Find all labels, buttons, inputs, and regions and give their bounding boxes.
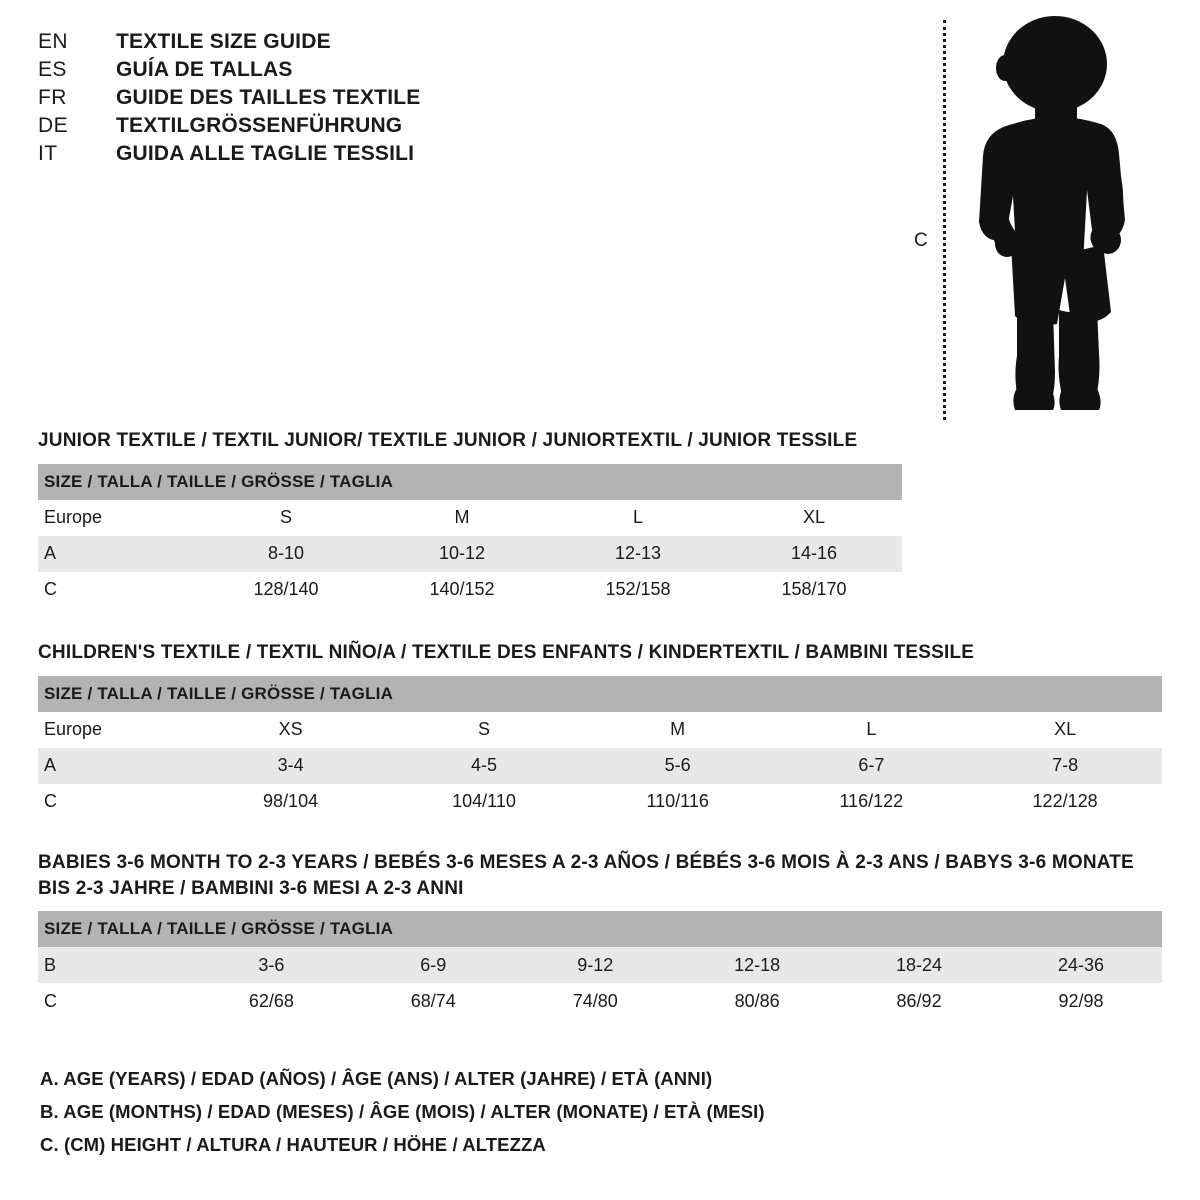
cell: 122/128 <box>968 784 1162 820</box>
table-row <box>38 947 1162 983</box>
cell: 6-9 <box>352 947 514 983</box>
height-dashed-line <box>943 20 946 420</box>
cell: 68/74 <box>352 983 514 1019</box>
footnote-age-months: B. AGE (MONTHS) / EDAD (MESES) / ÂGE (MOIS) / ALTER (MONATE) / ETÀ (MESI) <box>40 1101 765 1122</box>
language-row <box>38 58 858 82</box>
table-band-label: SIZE / TALLA / TAILLE / GRÖSSE / TAGLIA <box>38 911 1162 947</box>
cell: 128/140 <box>198 572 374 608</box>
cell: 5-6 <box>581 748 775 784</box>
cell: 10-12 <box>374 536 550 572</box>
language-title: TEXTILE SIZE GUIDE <box>116 30 331 53</box>
language-row <box>38 30 858 54</box>
height-measure-label: C <box>914 230 928 251</box>
cell: 24-36 <box>1000 947 1162 983</box>
table-band-row <box>38 911 1162 947</box>
size-table-junior <box>38 464 902 608</box>
section-babies-textile <box>38 850 1162 1019</box>
cell: 7-8 <box>968 748 1162 784</box>
language-row <box>38 142 858 166</box>
cell: 9-12 <box>514 947 676 983</box>
language-code: ES <box>38 58 67 81</box>
row-label: Europe <box>38 500 198 536</box>
language-row <box>38 86 858 110</box>
cell: 92/98 <box>1000 983 1162 1019</box>
table-band-row <box>38 464 902 500</box>
table-band-label: SIZE / TALLA / TAILLE / GRÖSSE / TAGLIA <box>38 464 902 500</box>
table-row <box>38 572 902 608</box>
cell: 80/86 <box>676 983 838 1019</box>
cell: 8-10 <box>198 536 374 572</box>
table-row <box>38 500 902 536</box>
language-title: GUIDE DES TAILLES TEXTILE <box>116 86 421 109</box>
row-label: C <box>38 983 190 1019</box>
cell: 110/116 <box>581 784 775 820</box>
cell: M <box>581 712 775 748</box>
cell: 158/170 <box>726 572 902 608</box>
cell: 86/92 <box>838 983 1000 1019</box>
table-row <box>38 712 1162 748</box>
cell: L <box>550 500 726 536</box>
cell: 4-5 <box>387 748 581 784</box>
cell: 12-18 <box>676 947 838 983</box>
cell: 3-4 <box>194 748 387 784</box>
row-label: C <box>38 784 194 820</box>
footnote-age-years: A. AGE (YEARS) / EDAD (AÑOS) / ÂGE (ANS) / ALTER (JAHRE) / ETÀ (ANNI) <box>40 1068 713 1089</box>
table-row <box>38 983 1162 1019</box>
section-title: JUNIOR TEXTILE / TEXTIL JUNIOR/ TEXTILE JUNIOR / JUNIORTEXTIL / JUNIOR TESSILE <box>38 430 858 451</box>
size-table-babies <box>38 911 1162 1019</box>
cell: 6-7 <box>774 748 968 784</box>
table-row <box>38 784 1162 820</box>
language-title-block <box>38 30 858 170</box>
language-title: GUÍA DE TALLAS <box>116 58 293 81</box>
row-label: A <box>38 536 198 572</box>
table-band-label: SIZE / TALLA / TAILLE / GRÖSSE / TAGLIA <box>38 676 1162 712</box>
height-measure-figure <box>900 12 1160 422</box>
language-code: FR <box>38 86 67 109</box>
cell: 104/110 <box>387 784 581 820</box>
cell: 14-16 <box>726 536 902 572</box>
section-title: BABIES 3-6 MONTH TO 2-3 YEARS / BEBÉS 3-6 MESES A 2-3 AÑOS / BÉBÉS 3-6 MOIS À 2-3 ANS / BABYS 3-6 MONATE BIS 2-3 JAHRE / BAMBINI 3-6 MESI A 2-3 ANNI <box>38 852 1134 899</box>
language-code: EN <box>38 30 68 53</box>
language-code: DE <box>38 114 68 137</box>
cell: 62/68 <box>190 983 352 1019</box>
cell: M <box>374 500 550 536</box>
section-junior-textile <box>38 428 1162 608</box>
language-title: TEXTILGRÖSSENFÜHRUNG <box>116 114 403 137</box>
section-title: CHILDREN'S TEXTILE / TEXTIL NIÑO/A / TEXTILE DES ENFANTS / KINDERTEXTIL / BAMBINI TESSILE <box>38 642 975 663</box>
cell: S <box>198 500 374 536</box>
footnote-legend <box>40 1068 1140 1167</box>
cell: XL <box>726 500 902 536</box>
cell: XL <box>968 712 1162 748</box>
cell: 3-6 <box>190 947 352 983</box>
cell: 74/80 <box>514 983 676 1019</box>
cell: 140/152 <box>374 572 550 608</box>
language-title: GUIDA ALLE TAGLIE TESSILI <box>116 142 415 165</box>
toddler-silhouette-icon <box>955 12 1155 422</box>
row-label: B <box>38 947 190 983</box>
table-band-row <box>38 676 1162 712</box>
row-label: Europe <box>38 712 194 748</box>
cell: XS <box>194 712 387 748</box>
table-row <box>38 748 1162 784</box>
language-row <box>38 114 858 138</box>
cell: S <box>387 712 581 748</box>
cell: L <box>774 712 968 748</box>
cell: 12-13 <box>550 536 726 572</box>
row-label: C <box>38 572 198 608</box>
table-row <box>38 536 902 572</box>
section-children-textile <box>38 640 1162 820</box>
cell: 18-24 <box>838 947 1000 983</box>
cell: 116/122 <box>774 784 968 820</box>
footnote-height: C. (CM) HEIGHT / ALTURA / HAUTEUR / HÖHE / ALTEZZA <box>40 1134 546 1155</box>
size-table-children <box>38 676 1162 820</box>
language-code: IT <box>38 142 58 165</box>
cell: 152/158 <box>550 572 726 608</box>
cell: 98/104 <box>194 784 387 820</box>
row-label: A <box>38 748 194 784</box>
